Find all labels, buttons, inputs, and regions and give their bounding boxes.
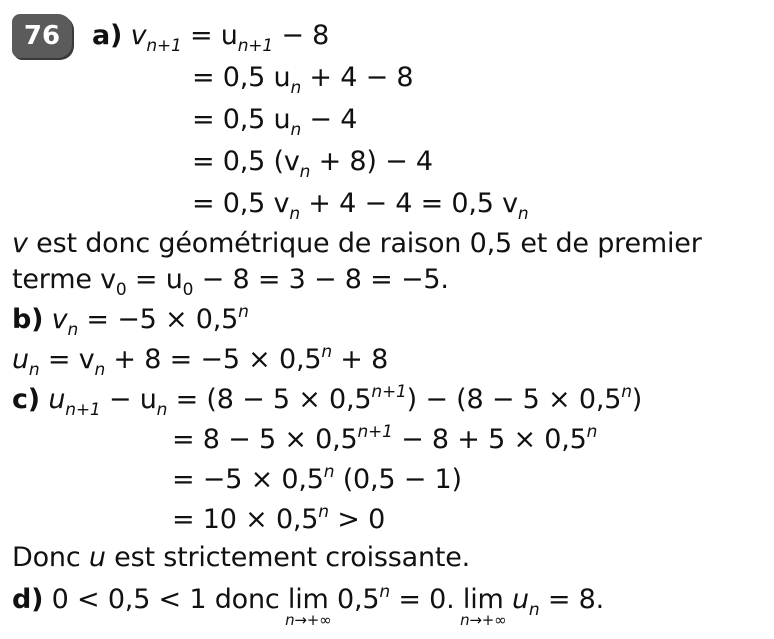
exponent-n1: n+1 xyxy=(371,382,407,402)
part-a-label: a) xyxy=(92,20,123,51)
eq-text: ) xyxy=(631,384,643,415)
eq-text: = 10 × 0,5 xyxy=(172,504,319,535)
exponent-n: n xyxy=(379,582,390,602)
index-n1: n+1 xyxy=(146,36,182,56)
eq-text: = −5 × 0,5 xyxy=(172,464,324,495)
lim-text: lim xyxy=(287,584,329,615)
eq-text: = (8 − 5 × 0,5 xyxy=(167,384,372,415)
part-a-line-5 xyxy=(192,188,529,224)
eq-text: = v xyxy=(39,344,95,375)
index-n: n xyxy=(289,204,300,224)
part-c-line-3 xyxy=(172,464,462,496)
part-a-line-2 xyxy=(192,62,414,98)
eq-text: + 4 − 4 = 0,5 v xyxy=(299,188,518,219)
eq-text: 0,5 xyxy=(328,584,380,615)
eq-text: = 0. xyxy=(389,584,463,615)
part-c-line-4 xyxy=(172,504,385,536)
eq-text: 0 < 0,5 < 1 donc xyxy=(43,584,288,615)
index-n: n xyxy=(28,360,40,380)
exponent-n: n xyxy=(621,382,632,402)
part-d-line xyxy=(12,582,605,629)
eq-text: − 8 + 5 × 0,5 xyxy=(392,424,587,455)
part-b-label: b) xyxy=(12,304,44,335)
var-v: v xyxy=(12,228,28,259)
exponent-n: n xyxy=(238,302,249,322)
part-a-line-3 xyxy=(192,104,358,140)
var-u: u xyxy=(12,344,29,375)
lim-subscript: n→+∞ xyxy=(460,611,507,629)
eq-text: ) − (8 − 5 × 0,5 xyxy=(406,384,622,415)
eq-text: − 8 xyxy=(272,20,330,51)
eq-text: = 8. xyxy=(539,584,605,615)
index-n: n xyxy=(517,204,529,224)
exponent-n: n xyxy=(323,462,335,482)
eq-text: = 0,5 u xyxy=(192,62,291,93)
part-c-label: c) xyxy=(12,384,40,415)
eq-text: = 0,5 v xyxy=(192,188,290,219)
eq-text: = 0,5 (v xyxy=(192,146,300,177)
lim-subscript: n→+∞ xyxy=(285,611,332,629)
part-d-label: d) xyxy=(12,584,44,615)
index-0: 0 xyxy=(182,280,194,300)
conclusion-line xyxy=(12,542,470,574)
exponent-n1: n+1 xyxy=(357,422,393,442)
exponent-n: n xyxy=(318,502,329,522)
var-u: u xyxy=(88,542,106,573)
part-c-line-1 xyxy=(12,382,643,420)
eq-text: = u xyxy=(189,20,238,51)
limit-operator xyxy=(285,584,332,629)
eq-text: = −5 × 0,5 xyxy=(78,304,239,335)
limit-operator xyxy=(460,584,507,629)
index-0: 0 xyxy=(115,280,127,300)
eq-text: + 8 = −5 × 0,5 xyxy=(105,344,322,375)
lim-text: lim xyxy=(462,584,504,615)
var-u-term: u xyxy=(503,584,529,615)
eq-text: > 0 xyxy=(328,504,386,535)
index-n: n xyxy=(290,120,302,140)
eq-text: − u xyxy=(100,384,157,415)
part-a-line-4 xyxy=(192,146,433,182)
index-n: n xyxy=(299,162,311,182)
part-c-line-2 xyxy=(172,424,597,456)
eq-text: = u xyxy=(126,264,183,295)
index-n: n xyxy=(67,320,79,340)
eq-text: (0,5 − 1) xyxy=(334,464,462,495)
eq-text: + 8) − 4 xyxy=(310,146,433,177)
eq-text: − 4 xyxy=(301,104,358,135)
eq-text: + 8 xyxy=(331,344,389,375)
geometric-line-1 xyxy=(12,228,702,260)
index-n: n xyxy=(290,78,302,98)
exponent-n: n xyxy=(321,342,332,362)
part-b-line-1 xyxy=(12,302,249,340)
exercise-number-badge: 76 xyxy=(12,14,72,58)
index-n: n xyxy=(156,400,168,420)
index-n1: n+1 xyxy=(65,400,101,420)
part-a-line-1 xyxy=(92,20,330,56)
index-n: n xyxy=(94,360,106,380)
eq-text: − 8 = 3 − 8 = −5. xyxy=(193,264,449,295)
exponent-n: n xyxy=(586,422,598,442)
part-b-line-2 xyxy=(12,342,389,380)
eq-text: = 8 − 5 × 0,5 xyxy=(172,424,358,455)
sentence-text: est donc géométrique de raison 0,5 et de premier xyxy=(36,228,702,259)
var-v: v xyxy=(130,20,147,51)
geometric-line-2 xyxy=(12,264,449,300)
sentence-text: terme v xyxy=(12,264,116,295)
eq-text: = 0,5 u xyxy=(192,104,291,135)
sentence-text: est strictement croissante. xyxy=(105,542,471,573)
index-n: n xyxy=(528,600,540,620)
var-u: u xyxy=(48,384,66,415)
var-v: v xyxy=(51,304,68,335)
eq-text: + 4 − 8 xyxy=(301,62,414,93)
sentence-text: Donc xyxy=(12,542,89,573)
index-n1: n+1 xyxy=(237,36,273,56)
